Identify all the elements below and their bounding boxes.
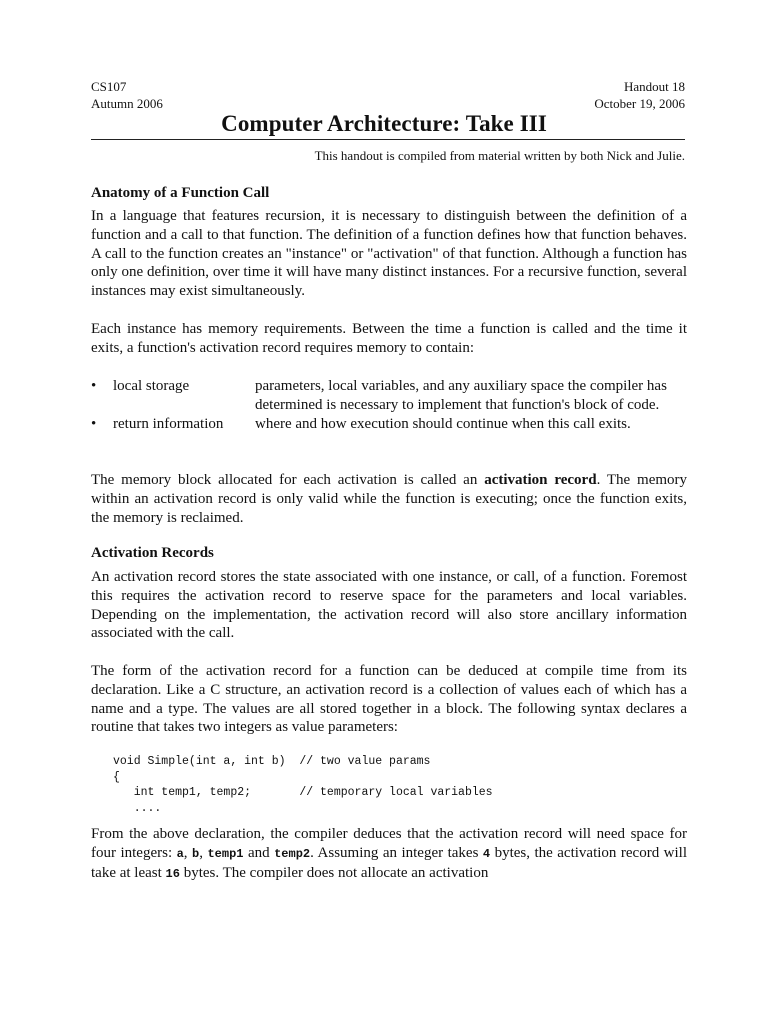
text: and	[243, 844, 275, 861]
text: . Assuming an integer takes	[310, 844, 483, 861]
text: The memory block allocated for each activation is called an	[91, 472, 485, 488]
paragraph-anatomy-2: Each instance has memory requirements. Between the time a function is called and the time it exits, a function's activation record requires memory to contain:	[91, 321, 687, 356]
term: Autumn 2006	[91, 96, 163, 111]
code-temp2: temp2	[274, 846, 311, 861]
text: bytes, the activation record will take at least	[91, 844, 688, 881]
paragraph-activation-3	[91, 825, 687, 883]
text: ,	[183, 844, 193, 861]
heading-activation-records: Activation Records	[91, 545, 214, 561]
heading-anatomy: Anatomy of a Function Call	[91, 185, 270, 201]
code-temp1: temp1	[207, 846, 244, 861]
bullet-item	[91, 415, 687, 434]
title-rule	[91, 139, 685, 140]
paragraph-anatomy-1: In a language that features recursion, it is necessary to distinguish between the definition of a function and a call to that function. The definition of a function defines how that function behaves. A call to the function creates an "instance" or "activation" of that function. Although a function has only one definition, over time it will have many distinct instances. For a recursive function, several instances may exist simultaneously.	[91, 208, 687, 299]
code-b: b	[192, 846, 200, 861]
date: October 19, 2006	[594, 96, 685, 111]
bullet-item	[91, 377, 687, 415]
page-title: Computer Architecture: Take III	[221, 111, 547, 136]
code-16: 16	[165, 866, 180, 881]
code-4: 4	[482, 846, 491, 861]
code-block: void Simple(int a, int b) // two value params { int temp1, temp2; // temporary local variables ....	[113, 755, 493, 815]
text: ,	[199, 844, 208, 861]
course-code: CS107	[91, 79, 127, 94]
bullet-dot: •	[91, 378, 97, 394]
bullet-description: where and how execution should continue when this call exits.	[255, 415, 631, 432]
handout-number: Handout 18	[623, 79, 685, 94]
paragraph-anatomy-3	[91, 471, 687, 527]
code-a: a	[176, 846, 184, 861]
paragraph-activation-2: The form of the activation record for a function can be deduced at compile time from its declaration. Like a C structure, an activation record is a collection of values each of which has a name and a type. The values are all stored together in a block. The following syntax declares a routine that takes two integers as value parameters:	[91, 663, 687, 736]
bullet-list	[91, 377, 687, 433]
term-activation-record: activation record	[484, 472, 597, 488]
text: bytes. The compiler does not allocate an activation	[179, 864, 489, 881]
text: . The memory within an activation record is only valid while the function is executing; once the function exits, the memory is reclaimed.	[91, 472, 688, 526]
credit-line: This handout is compiled from material written by both Nick and Julie.	[314, 148, 685, 163]
bullet-term: return information	[113, 415, 224, 432]
bullet-dot: •	[91, 415, 97, 432]
text: From the above declaration, the compiler deduces that the activation record will need space for four integers:	[91, 826, 687, 861]
paragraph-activation-1: An activation record stores the state associated with one instance, or call, of a function. Foremost this requires the activation record to reserve space for the parameters and local variables. Depending on the implementation, the activation record will also store ancillary information associated with the call.	[91, 569, 687, 642]
bullet-description: parameters, local variables, and any auxiliary space the compiler has determined is necessary to implement that function's block of code.	[255, 378, 667, 413]
bullet-term: local storage	[113, 378, 190, 394]
